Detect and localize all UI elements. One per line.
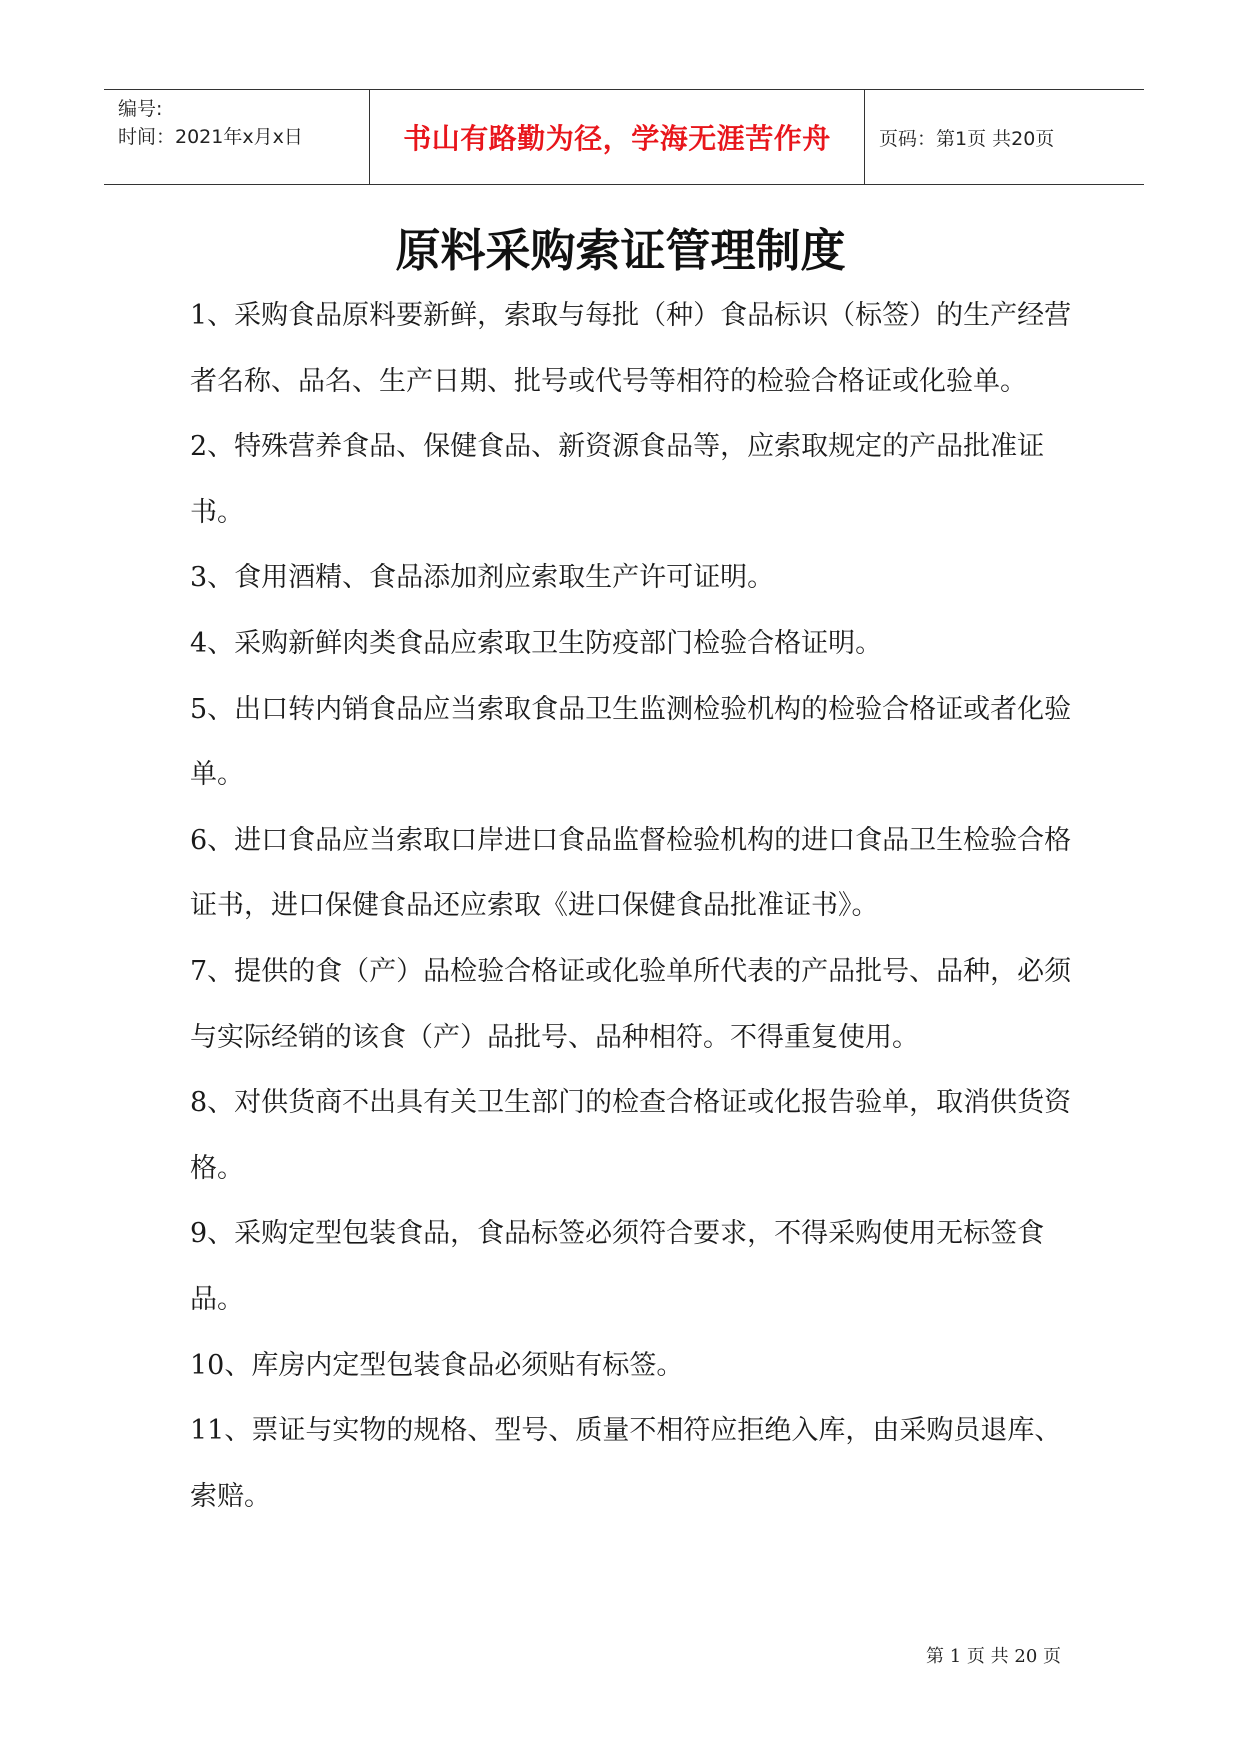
paragraph-10: 10、库房内定型包装食品必须贴有标签。 (190, 1349, 684, 1381)
paragraph-3: 3、食用酒精、食品添加剂应索取生产许可证明。 (190, 562, 775, 594)
header-table (104, 89, 1144, 185)
document-time-label: 时间：2021年x月x日 (118, 126, 303, 148)
header-left-cell (104, 90, 370, 184)
document-title: 原料采购索证管理制度 (395, 224, 846, 277)
paragraph-1: 1、采购食品原料要新鲜，索取与每批（种）食品标识（标签）的生产经营者名称、品名、生产日期、批号或代号等相符的检验合格证或化验单。 (190, 300, 1072, 397)
paragraph-8: 8、对供货商不出具有关卫生部门的检查合格证或化报告验单，取消供货资格。 (190, 1087, 1072, 1184)
page-footer: 第 1 页 共 20 页 (926, 1646, 1061, 1667)
paragraph-7: 7、提供的食（产）品检验合格证或化验单所代表的产品批号、品种，必须与实际经销的该食（产）品批号、品种相符。不得重复使用。 (190, 955, 1072, 1053)
header-motto: 书山有路勤为径，学海无涯苦作舟 (403, 122, 831, 155)
header-middle-cell (370, 90, 865, 184)
paragraph-5: 5、出口转内销食品应当索取食品卫生监测检验机构的检验合格证或者化验单。 (190, 693, 1072, 791)
header-right-cell (865, 90, 1144, 184)
paragraph-6: 6、进口食品应当索取口岸进口食品监督检验机构的进口食品卫生检验合格证书，进口保健食品还应索取《进口保健食品批准证书》。 (190, 824, 1072, 922)
document-number-label: 编号: (118, 98, 163, 120)
paragraph-11: 11、票证与实物的规格、型号、质量不相符应拒绝入库，由采购员退库、索赔。 (190, 1415, 1062, 1512)
paragraph-4: 4、采购新鲜肉类食品应索取卫生防疫部门检验合格证明。 (190, 627, 883, 659)
document-body (190, 283, 1075, 1529)
header-page-info: 页码：第1页 共20页 (879, 127, 1055, 150)
paragraph-2: 2、特殊营养食品、保健食品、新资源食品等，应索取规定的产品批准证书。 (190, 431, 1045, 528)
paragraph-9: 9、采购定型包装食品，食品标签必须符合要求，不得采购使用无标签食品。 (190, 1218, 1045, 1315)
